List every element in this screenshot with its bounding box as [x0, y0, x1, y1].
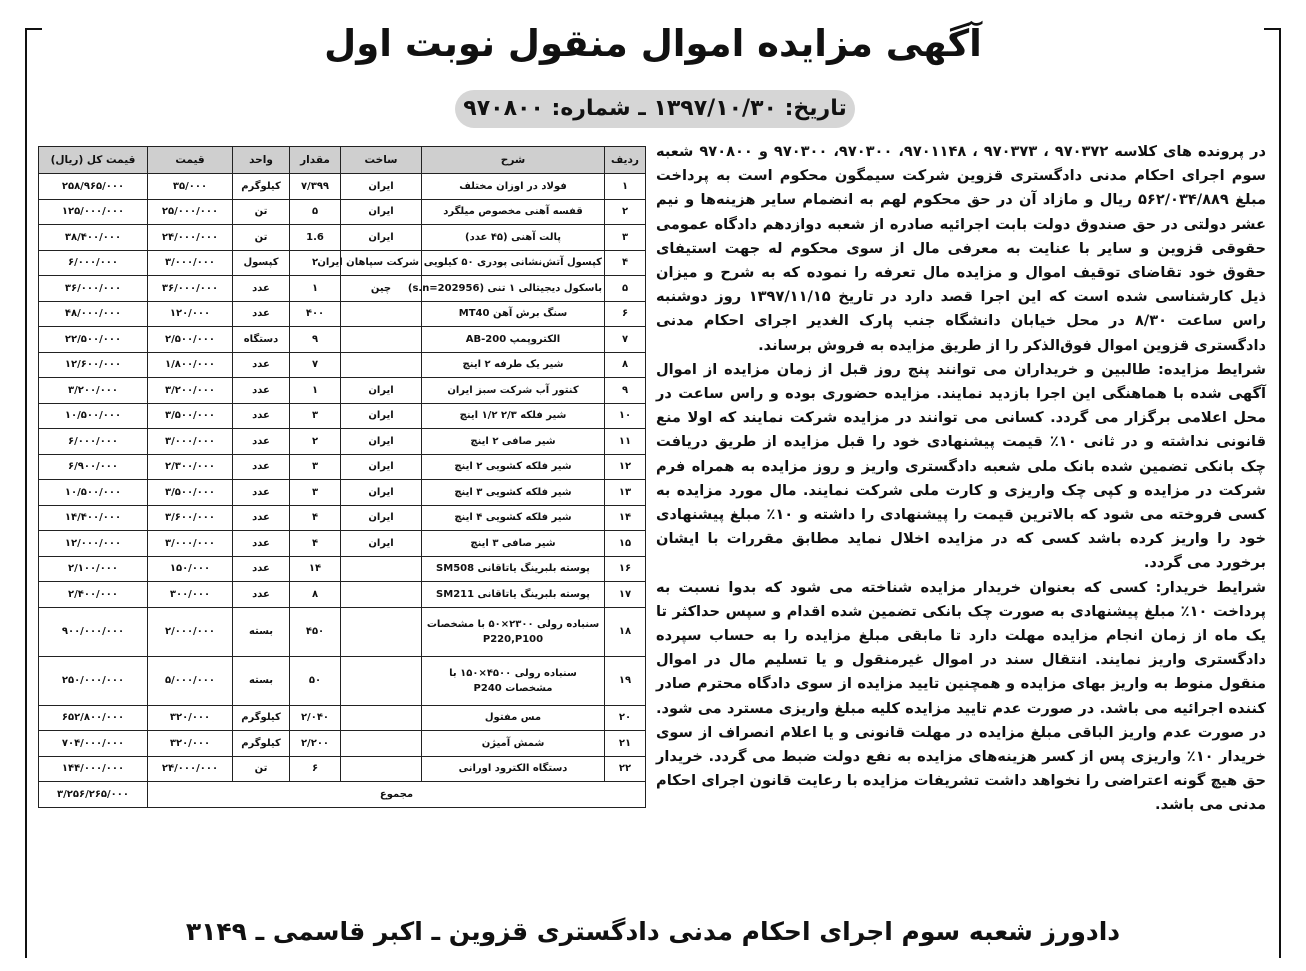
- header-unit: واحد: [233, 147, 290, 174]
- cell-unit: عدد: [233, 454, 290, 480]
- header-desc: شرح: [422, 147, 605, 174]
- cell-unit: بسته: [233, 607, 290, 656]
- body-paragraph-intro: در پرونده های کلاسه ۹۷۰۳۷۲ ، ۹۷۰۳۷۳ ، ۹۷۰۱۱۴۸، ۹۷۰۳۰۰، ۹۷۰۳۰۰ و ۹۷۰۸۰۰ شعبه سوم اجرای احکام مدنی دادگستری قزوین شرکت سیمگون محکوم است به پرداخت مبلغ ۵۶۲/۰۳۴/۸۸۹ ریال و مازاد آن در حق محکوم لهم به انضمام سایر هزینه‌ها و نیم عشر دولتی در حق صندوق دولت بابت اجرائیه صادره از شعبه دوازدهم دادگاه عمومی حقوقی قزوین و سایر با عنایت به معرفی مال از سوی محکوم له جهت استیفای حقوق خود تقاضای توقیف اموال و مزایده مال تعرفه را نموده که به شرح و میزان ذیل کارشناسی شده است که این اجرا قصد دارد در تاریخ ۱۳۹۷/۱۱/۱۵ روز دوشنبه راس ساعت ۸/۳۰ در محل خیابان دانشگاه جنب پارک الغدیر اجرای احکام مدنی دادگستری قزوین اموال فوق‌الذکر را از طریق مزایده به فروش برساند.: [656, 143, 1267, 354]
- cell-mfr: چین: [341, 276, 422, 302]
- cell-idx: ۱۹: [605, 656, 646, 705]
- cell-qty: ۴۰۰: [290, 301, 341, 327]
- table-row: [39, 531, 646, 557]
- cell-unit: بسته: [233, 656, 290, 705]
- cell-qty: ۹: [290, 327, 341, 353]
- cell-mfr: شرکت سپاهان ایران: [341, 250, 422, 276]
- cell-qty: ۳: [290, 480, 341, 506]
- cell-qty: ۲: [290, 429, 341, 455]
- cell-total: ۶/۰۰۰/۰۰۰: [39, 429, 148, 455]
- cell-price: ۲/۳۰۰/۰۰۰: [148, 454, 233, 480]
- table-row: [39, 556, 646, 582]
- cell-unit: عدد: [233, 301, 290, 327]
- table-row: [39, 429, 646, 455]
- notice-body: [656, 140, 1266, 910]
- cell-unit: عدد: [233, 276, 290, 302]
- table-row: [39, 480, 646, 506]
- cell-idx: ۸: [605, 352, 646, 378]
- cell-unit: عدد: [233, 378, 290, 404]
- cell-desc: پالت آهنی (۴۵ عدد): [422, 225, 605, 251]
- items-table-body: [39, 174, 646, 782]
- cell-idx: ۲۰: [605, 705, 646, 731]
- cell-desc: فولاد در اوزان مختلف: [422, 174, 605, 200]
- cell-qty: ۲/۲۰۰: [290, 731, 341, 757]
- cell-unit: کیلوگرم: [233, 174, 290, 200]
- table-row: [39, 327, 646, 353]
- cell-qty: ۲/۰۴۰: [290, 705, 341, 731]
- cell-qty: ۴۵۰: [290, 607, 341, 656]
- cell-price: ۳۲۰/۰۰۰: [148, 705, 233, 731]
- items-table: [38, 146, 646, 808]
- cell-unit: عدد: [233, 531, 290, 557]
- cell-desc: شمش آمیژن: [422, 731, 605, 757]
- cell-qty: ۶: [290, 756, 341, 782]
- body-paragraph-auction-terms: شرایط مزایده: طالبین و خریداران می توانند پنج روز قبل از زمان مزایده از اموال آگهی شده با هماهنگی این اجرا بازدید نمایند. مزایده حضوری بوده و راس ساعت در محل اعلامی برگزار می گردد. کسانی می توانند در مزایده شرکت نمایند که اولا منع قانونی نداشته و در ثانی ۱۰٪ قیمت پیشنهادی خود را قبل مزایده از طریق دریافت چک بانکی تضمین شده بانک ملی شعبه دادگستری واریز و روز مزایده به همراه فرم شرکت در مزایده و کپی چک واریزی و کارت ملی شرکت نمایند. مال مورد مزایده به کسی فروخته می شود که بالاترین قیمت را پیشنهادی را داشته و ۱۰٪ مبلغ پیشنهادی خود را واریز کرده باشد کسی که در مزایده اخلال نماید مطابق مقررات با ایشان برخورد می گردد.: [656, 360, 1266, 572]
- cell-price: ۲۴/۰۰۰/۰۰۰: [148, 756, 233, 782]
- cell-desc: شیر فلکه کشویی ۳ اینچ: [422, 480, 605, 506]
- cell-desc: شیر فلکه ۲/۳ ۱/۲ اینچ: [422, 403, 605, 429]
- cell-price: ۳/۵۰۰/۰۰۰: [148, 480, 233, 506]
- table-row: [39, 731, 646, 757]
- cell-idx: ۲۲: [605, 756, 646, 782]
- cell-total: ۹۰۰/۰۰۰/۰۰۰: [39, 607, 148, 656]
- cell-price: ۱۲۰/۰۰۰: [148, 301, 233, 327]
- cell-total: ۶/۹۰۰/۰۰۰: [39, 454, 148, 480]
- cell-total: ۶۵۲/۸۰۰/۰۰۰: [39, 705, 148, 731]
- cell-total: ۲۲/۵۰۰/۰۰۰: [39, 327, 148, 353]
- cell-total: ۲/۴۰۰/۰۰۰: [39, 582, 148, 608]
- cell-total: ۱۴/۴۰۰/۰۰۰: [39, 505, 148, 531]
- cell-idx: ۱۵: [605, 531, 646, 557]
- cell-price: ۳/۰۰۰/۰۰۰: [148, 531, 233, 557]
- cell-qty: ۸: [290, 582, 341, 608]
- cell-mfr: [341, 705, 422, 731]
- cell-idx: ۵: [605, 276, 646, 302]
- table-row: [39, 454, 646, 480]
- cell-idx: ۹: [605, 378, 646, 404]
- cell-mfr: [341, 301, 422, 327]
- cell-qty: ۱۴: [290, 556, 341, 582]
- cell-qty: ۷: [290, 352, 341, 378]
- cell-desc: دستگاه الکترود اورانی: [422, 756, 605, 782]
- cell-total: ۲/۱۰۰/۰۰۰: [39, 556, 148, 582]
- cell-idx: ۱۸: [605, 607, 646, 656]
- cell-unit: کپسول: [233, 250, 290, 276]
- sum-value: ۳/۲۵۶/۲۶۵/۰۰۰: [39, 782, 148, 808]
- cell-desc: کنتور آب شرکت سبز ایران: [422, 378, 605, 404]
- cell-idx: ۲: [605, 199, 646, 225]
- cell-unit: دستگاه: [233, 327, 290, 353]
- cell-mfr: ایران: [341, 225, 422, 251]
- table-row: [39, 705, 646, 731]
- cell-mfr: ایران: [341, 199, 422, 225]
- cell-desc: مس مفتول: [422, 705, 605, 731]
- cell-unit: تن: [233, 756, 290, 782]
- cell-total: ۴۸/۰۰۰/۰۰۰: [39, 301, 148, 327]
- cell-idx: ۱۴: [605, 505, 646, 531]
- cell-price: ۲۵/۰۰۰/۰۰۰: [148, 199, 233, 225]
- cell-mfr: ایران: [341, 480, 422, 506]
- cell-price: ۲۴/۰۰۰/۰۰۰: [148, 225, 233, 251]
- cell-desc: الکتروپمپ AB-200: [422, 327, 605, 353]
- table-row: [39, 505, 646, 531]
- notice-footer-signature: دادورز شعبه سوم اجرای احکام مدنی دادگستری قزوین ـ اکبر قاسمی ـ ۳۱۴۹: [185, 917, 1121, 946]
- cell-mfr: ایران: [341, 531, 422, 557]
- cell-idx: ۱۳: [605, 480, 646, 506]
- cell-unit: عدد: [233, 429, 290, 455]
- table-row: [39, 199, 646, 225]
- cell-idx: ۲۱: [605, 731, 646, 757]
- cell-price: ۳/۲۰۰/۰۰۰: [148, 378, 233, 404]
- cell-desc: پوسته بلبرینگ یاتاقانی SM508: [422, 556, 605, 582]
- header-total: قیمت کل (ریال): [39, 147, 148, 174]
- cell-unit: کیلوگرم: [233, 731, 290, 757]
- cell-price: ۲/۰۰۰/۰۰۰: [148, 607, 233, 656]
- table-sum-row: [39, 782, 646, 808]
- body-paragraph-buyer-terms: شرایط خریدار: کسی که بعنوان خریدار مزایده شناخته می شود که بدوا نسبت به پرداخت ۱۰٪ مبلغ پیشنهادی به صورت چک بانکی تضمین شده اقدام و سپس حداکثر تا یک ماه از زمان انجام مزایده مهلت دارد تا مابقی مبلغ مزایده را به حساب سپرده دادگستری واریز نمایند. انتقال سند در اموال غیرمنقول و یا تسلیم مال در اموال منقول منوط به واریز بهای مزایده و همچنین تایید مزایده از سوی دادگاه محترم صادر کننده اجرائیه می باشد. در صورت عدم تایید مزایده کلیه مبلغ واریزی مسترد می شود. در صورت عدم واریز الباقی مبلغ مزایده در مهلت قانونی و یا اعلام انصراف از سوی خریدار ۱۰٪ واریزی پس از کسر هزینه‌های مزایده به نفع دولت ضبط می گردد. خریدار حق هیچ گونه اعتراضی را نخواهد داشت تشریفات مزایده با رعایت قانون اجرای احکام مدنی می باشد.: [656, 578, 1266, 814]
- cell-total: ۷۰۴/۰۰۰/۰۰۰: [39, 731, 148, 757]
- cell-unit: کیلوگرم: [233, 705, 290, 731]
- cell-idx: ۱: [605, 174, 646, 200]
- cell-idx: ۱۶: [605, 556, 646, 582]
- cell-mfr: ایران: [341, 403, 422, 429]
- cell-idx: ۴: [605, 250, 646, 276]
- cell-idx: ۱۲: [605, 454, 646, 480]
- cell-total: ۱۰/۵۰۰/۰۰۰: [39, 480, 148, 506]
- cell-mfr: ایران: [341, 174, 422, 200]
- table-row: [39, 276, 646, 302]
- cell-total: ۱۰/۵۰۰/۰۰۰: [39, 403, 148, 429]
- cell-price: ۱/۸۰۰/۰۰۰: [148, 352, 233, 378]
- cell-unit: تن: [233, 199, 290, 225]
- cell-price: ۳/۰۰۰/۰۰۰: [148, 250, 233, 276]
- header-idx: ردیف: [605, 147, 646, 174]
- cell-idx: ۶: [605, 301, 646, 327]
- cell-price: ۳/۶۰۰/۰۰۰: [148, 505, 233, 531]
- table-row: [39, 607, 646, 656]
- cell-total: ۶/۰۰۰/۰۰۰: [39, 250, 148, 276]
- cell-total: ۳۸/۴۰۰/۰۰۰: [39, 225, 148, 251]
- cell-qty: ۱: [290, 276, 341, 302]
- cell-mfr: ایران: [341, 429, 422, 455]
- cell-idx: ۷: [605, 327, 646, 353]
- cell-price: ۳/۵۰۰/۰۰۰: [148, 403, 233, 429]
- cell-qty: 1.6: [290, 225, 341, 251]
- table-row: [39, 756, 646, 782]
- table-row: [39, 656, 646, 705]
- cell-desc: سنباده رولی ۴۵۰۰×۱۵۰ با مشخصات P240: [422, 656, 605, 705]
- cell-mfr: ایران: [341, 378, 422, 404]
- cell-desc: باسکول دیجیتالی ۱ تنی (s.n=202956): [422, 276, 605, 302]
- table-row: [39, 225, 646, 251]
- cell-mfr: [341, 582, 422, 608]
- cell-idx: ۱۷: [605, 582, 646, 608]
- cell-total: ۳۶/۰۰۰/۰۰۰: [39, 276, 148, 302]
- cell-total: ۱۲۵/۰۰۰/۰۰۰: [39, 199, 148, 225]
- cell-price: ۳۶/۰۰۰/۰۰۰: [148, 276, 233, 302]
- table-row: [39, 378, 646, 404]
- cell-qty: ۴: [290, 531, 341, 557]
- header-price: قیمت: [148, 147, 233, 174]
- cell-unit: عدد: [233, 403, 290, 429]
- cell-total: ۱۲/۶۰۰/۰۰۰: [39, 352, 148, 378]
- header-mfr: ساخت: [341, 147, 422, 174]
- cell-desc: شیر یک طرفه ۲ اینچ: [422, 352, 605, 378]
- cell-desc: شیر صافی ۲ اینچ: [422, 429, 605, 455]
- cell-price: ۲/۵۰۰/۰۰۰: [148, 327, 233, 353]
- cell-price: ۳۲۰/۰۰۰: [148, 731, 233, 757]
- cell-unit: عدد: [233, 582, 290, 608]
- cell-unit: عدد: [233, 480, 290, 506]
- cell-mfr: [341, 327, 422, 353]
- cell-qty: ۳: [290, 403, 341, 429]
- table-row: [39, 174, 646, 200]
- cell-desc: سنگ برش آهن MT40: [422, 301, 605, 327]
- cell-desc: شیر فلکه کشویی ۴ اینچ: [422, 505, 605, 531]
- table-row: [39, 582, 646, 608]
- cell-total: ۲۵۸/۹۶۵/۰۰۰: [39, 174, 148, 200]
- cell-total: ۱۴۴/۰۰۰/۰۰۰: [39, 756, 148, 782]
- table-row: [39, 250, 646, 276]
- cell-price: ۳۰۰/۰۰۰: [148, 582, 233, 608]
- cell-unit: عدد: [233, 556, 290, 582]
- cell-idx: ۱۱: [605, 429, 646, 455]
- cell-unit: تن: [233, 225, 290, 251]
- cell-qty: ۲: [290, 250, 341, 276]
- table-row: [39, 352, 646, 378]
- cell-total: ۲۵۰/۰۰۰/۰۰۰: [39, 656, 148, 705]
- cell-mfr: ایران: [341, 454, 422, 480]
- cell-qty: ۱: [290, 378, 341, 404]
- cell-desc: شیر صافی ۳ اینچ: [422, 531, 605, 557]
- table-row: [39, 301, 646, 327]
- cell-unit: عدد: [233, 352, 290, 378]
- cell-desc: قفسه آهنی مخصوص میلگرد: [422, 199, 605, 225]
- cell-mfr: [341, 607, 422, 656]
- cell-desc: شیر فلکه کشویی ۲ اینچ: [422, 454, 605, 480]
- cell-desc: کپسول آتش‌نشانی پودری ۵۰ کیلویی: [422, 250, 605, 276]
- notice-title: آگهی مزایده اموال منقول نوبت اول: [324, 22, 982, 65]
- cell-desc: سنباده رولی ۲۳۰۰×۵۰ با مشخصات P220,P100: [422, 607, 605, 656]
- cell-price: ۳/۰۰۰/۰۰۰: [148, 429, 233, 455]
- cell-mfr: [341, 656, 422, 705]
- cell-mfr: [341, 352, 422, 378]
- cell-qty: ۵: [290, 199, 341, 225]
- cell-price: ۳۵/۰۰۰: [148, 174, 233, 200]
- cell-qty: ۷/۳۹۹: [290, 174, 341, 200]
- cell-mfr: [341, 556, 422, 582]
- table-header-row: [39, 147, 646, 174]
- cell-mfr: [341, 756, 422, 782]
- cell-price: ۱۵۰/۰۰۰: [148, 556, 233, 582]
- cell-qty: ۵۰: [290, 656, 341, 705]
- header-qty: مقدار: [290, 147, 341, 174]
- cell-qty: ۳: [290, 454, 341, 480]
- cell-mfr: ایران: [341, 505, 422, 531]
- cell-mfr: [341, 731, 422, 757]
- items-table-wrap: [38, 146, 639, 808]
- table-row: [39, 403, 646, 429]
- cell-price: ۵/۰۰۰/۰۰۰: [148, 656, 233, 705]
- cell-total: ۳/۲۰۰/۰۰۰: [39, 378, 148, 404]
- cell-qty: ۴: [290, 505, 341, 531]
- cell-idx: ۱۰: [605, 403, 646, 429]
- sum-label: مجموع: [148, 782, 646, 808]
- cell-unit: عدد: [233, 505, 290, 531]
- date-number-badge: تاریخ: ۱۳۹۷/۱۰/۳۰ ـ شماره: ۹۷۰۸۰۰: [455, 90, 855, 128]
- cell-desc: پوسته بلبرینگ یاتاقانی SM211: [422, 582, 605, 608]
- cell-total: ۱۲/۰۰۰/۰۰۰: [39, 531, 148, 557]
- cell-idx: ۳: [605, 225, 646, 251]
